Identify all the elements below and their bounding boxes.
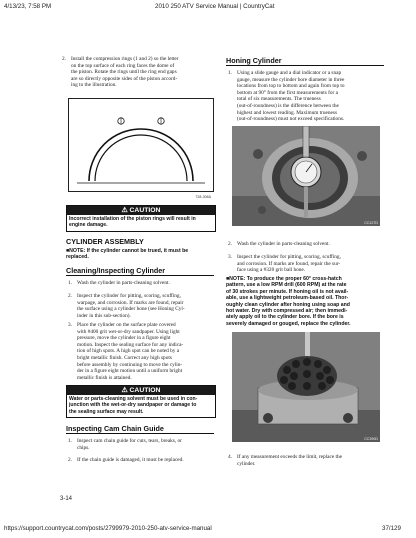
line: the surface using a cylinder hone (see Honing Cyl- (77, 306, 185, 313)
line: Wash the cylinder in parts-cleaning solvent. (237, 241, 330, 247)
note-cross-hatch (226, 276, 386, 327)
line: Place the cylinder on the surface plate covered (77, 322, 176, 328)
photo-code: CC390D (364, 437, 378, 441)
step-number: 4. (228, 454, 232, 460)
step-text (77, 322, 183, 381)
line: warpage, and corrosion. If marks are found, repair (77, 299, 184, 306)
line: engine damage. (69, 222, 108, 229)
photo-code: CC127D (364, 221, 378, 225)
photo-ball-hone (232, 332, 380, 442)
manual-page-number: 3-14 (60, 496, 73, 502)
caution-text (67, 395, 215, 417)
caution-heading: ⚠ CAUTION (67, 206, 215, 215)
step-number: 1. (68, 438, 72, 444)
line: If the chain guide is damaged, it must be replaced. (77, 457, 184, 463)
step-number: 1. (228, 70, 232, 76)
step-text (237, 70, 345, 123)
line: Inspect cam chain guide for cuts, tears, breaks, or (77, 438, 182, 444)
bore-gauge-photo (232, 126, 380, 226)
line: with #400 grit wet-or-dry sandpaper. Using light (77, 328, 180, 335)
line: (out-of-roundness) is the difference between the (237, 102, 339, 109)
caution-box-piston-rings (66, 205, 216, 232)
caution-text (67, 215, 215, 231)
print-datetime: 4/13/23, 7:58 PM (4, 3, 52, 10)
line: face using a #320 grit ball hone. (237, 267, 306, 274)
line: inder in this sub-section). (77, 312, 131, 319)
line: gauge, measure the cylinder bore diameter in three (237, 76, 345, 83)
line: highest and lowest reading. Maximum trueness (237, 109, 338, 116)
line: motion. Inspect the sealing surface for any indica- (77, 341, 184, 348)
piston-ring-figure (68, 98, 214, 199)
ball-hone-photo (232, 332, 380, 442)
line: cylinder. (237, 460, 256, 467)
line: chips. (77, 444, 90, 451)
line: the sealing surface may result. (69, 408, 144, 415)
step-number: 1. (68, 280, 72, 286)
figure-code: 728-306A (195, 195, 211, 199)
line: Using a slide gauge and a dial indicator or a snap (237, 70, 342, 76)
line: oughly clean cylinder after honing using soap and (226, 301, 350, 308)
caution-box-sandpaper (66, 385, 216, 418)
line: tion of high spots. A high spot can be noted by a (77, 348, 180, 355)
line: junction with the wet-or-dry sandpaper or damage to (69, 402, 197, 409)
caution-heading: ⚠ CAUTION (67, 386, 215, 395)
line: bright metallic finish. Correct any high spots (77, 354, 172, 361)
piston-ring-illustration (69, 99, 213, 191)
title-text: Cleaning/Inspecting Cylinder (66, 266, 166, 275)
line: Inspect the cylinder for pitting, scoring, scuffing, (77, 293, 181, 299)
step-text (77, 293, 185, 319)
step-number: 2. (68, 457, 72, 463)
step-number: 3. (68, 322, 72, 328)
step-number: 3. (228, 254, 232, 260)
line: able, use a lightweight petroleum-based oil. Thor- (226, 295, 349, 302)
line: hot water. Dry with compressed air; then immedi- (226, 308, 348, 315)
step-number: 2. (68, 293, 72, 299)
photo-bore-gauge (232, 126, 380, 226)
line: replaced. (66, 254, 89, 261)
step-text (237, 241, 330, 248)
line: on the top surface of each ring faces the dome of (71, 62, 175, 69)
line: bottom at 90° from the first measurements for a (237, 89, 338, 96)
line: If any measurement exceeds the limit, replace the (237, 454, 343, 460)
section-title-cam-chain-guide (66, 424, 214, 434)
step-number: 2. (228, 241, 232, 247)
step-text (77, 280, 170, 287)
note-cylinder-trued (66, 248, 216, 261)
line: Incorrect installation of the piston rings will result in (69, 216, 196, 222)
line: ately apply oil to the cylinder bore. If the bore is (226, 314, 344, 321)
line: ■NOTE: If the cylinder cannot be trued, it must be (66, 248, 189, 254)
line: severely damaged or gouged, replace the cylinder. (226, 320, 351, 327)
step-text (77, 457, 184, 464)
title-text: Honing Cylinder (226, 56, 282, 65)
line: before assembly by continuing to move the cylin- (77, 361, 183, 368)
print-url: https://support.countrycat.com/posts/2799979-2010-250-atv-service-manual (4, 525, 212, 532)
section-title-honing-cylinder (226, 56, 384, 66)
line: ■NOTE: To produce the proper 60° cross-hatch (226, 276, 342, 282)
step-text (77, 438, 182, 451)
line: der in a figure eight motion until a uniform bright (77, 368, 183, 375)
line: locations from top to bottom and again from top to (237, 83, 345, 90)
line: pattern, use a low RPM drill (600 RPM) at the rate (226, 282, 347, 289)
line: metallic finish is attained. (77, 374, 132, 381)
section-title-cleaning-inspecting (66, 266, 214, 276)
line: Inspect the cylinder for pitting, scoring, scuffing, (237, 254, 341, 260)
line: of 30 strokes per minute. If honing oil is not avail- (226, 288, 349, 295)
line: pressure, move the cylinder in a figure eight (77, 335, 171, 342)
step-number: 2. (62, 56, 66, 62)
line: ing to the illustration. (71, 82, 117, 89)
line: total of six measurements. The trueness (237, 96, 321, 103)
section-title-cylinder-assembly: CYLINDER ASSEMBLY (66, 237, 144, 246)
line: and corrosion. If marks are found, repair the sur- (237, 260, 341, 267)
line: Water or parts-cleaning solvent must be used in con- (69, 396, 198, 402)
step-text (237, 254, 341, 274)
step-text (237, 454, 342, 467)
line: Wash the cylinder in parts-cleaning solvent. (77, 280, 170, 286)
line: (out-of-roundness) must not exceed specifications. (237, 116, 345, 123)
line: Install the compression rings (1 and 2) so the letter (71, 56, 179, 62)
line: are so directly opposite sides of the piston accord- (71, 75, 178, 82)
line: the piston. Rotate the rings until the ring end gaps (71, 69, 177, 76)
title-text: Inspecting Cam Chain Guide (66, 424, 164, 433)
step-text (71, 56, 179, 89)
print-page-count: 37/129 (382, 525, 401, 532)
print-page-title: 2010 250 ATV Service Manual | CountryCat (155, 3, 275, 10)
